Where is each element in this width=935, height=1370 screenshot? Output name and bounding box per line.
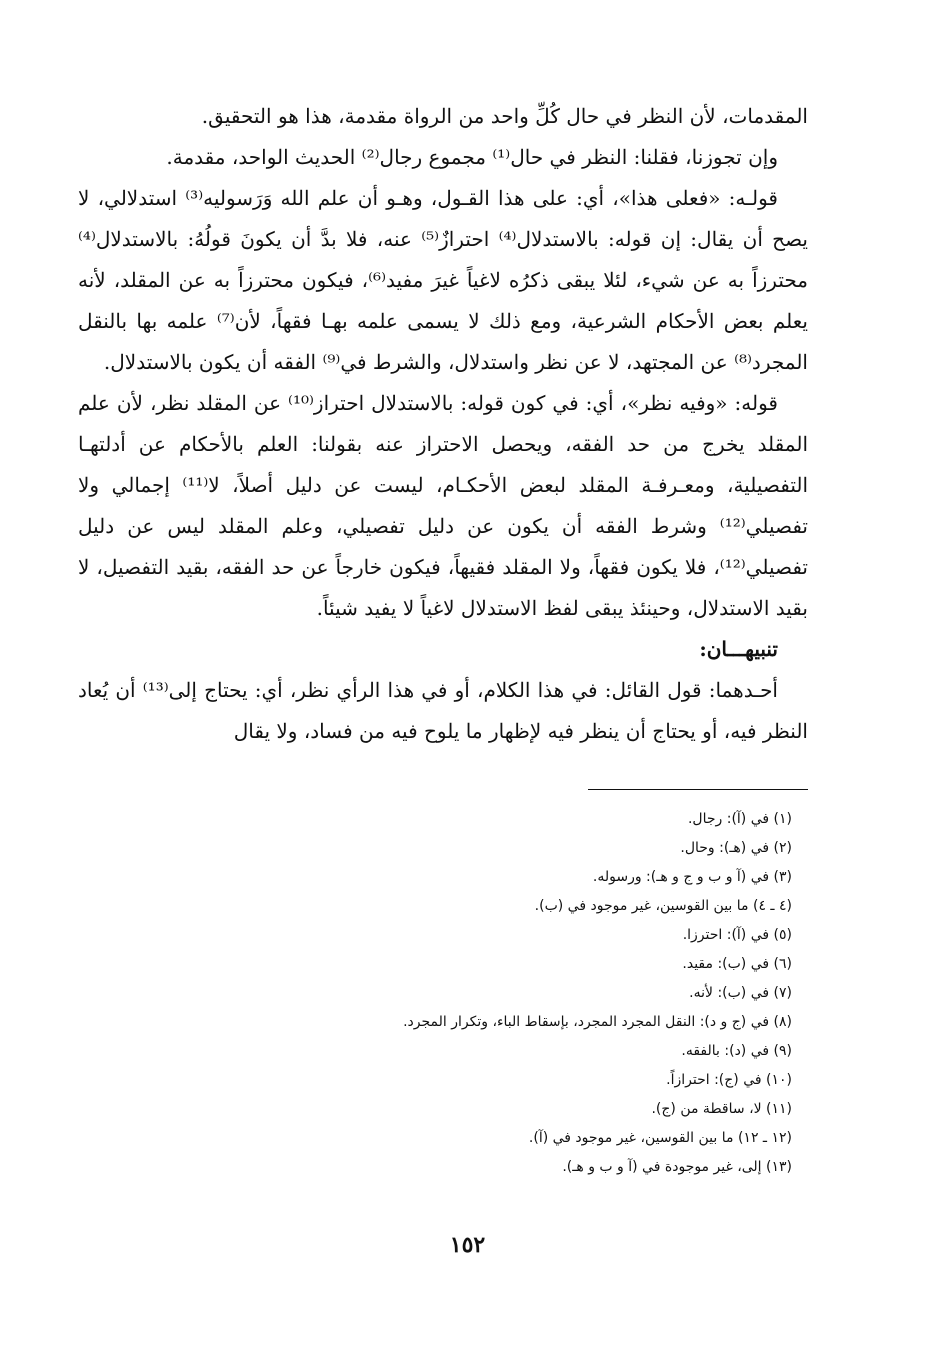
- footnote-9: (٩) في (د): بالفقه.: [681, 1043, 792, 1059]
- paragraph-5: أحـدهما: قول القائل: في هذا الكلام، أو في هذا الرأي نظر، أي: يحتاج إلى⁽¹³⁾ أن يُعاد النظر فيه، أو يحتاج أن ينظر فيه لإظهار ما يلوح فيه من فساد، ولا يقال: [78, 678, 808, 743]
- paragraph-4: قوله: «وفيه نظر»، أي: في كون قوله: بالاستدلال احتراز⁽¹⁰⁾ عن المقلد نظر، لأن علم المقلد يخرج من حد الفقه، ويحصل الاحتراز عنه بقولنا: العلم بالأحكام عن أدلتهـا التفصيلية، ومعـرفـة المقلد لبعض الأحكـام، ليست عن دليل أصلاً، لا⁽¹¹⁾ إجمالي ولا تفصيلي⁽¹²⁾ وشرط الفقه أن يكون عن دليل تفصيلي، وعلم المقلد ليس عن دليل تفصيلي⁽¹²⁾، فلا يكون فقهاً، ولا المقلد فقيهاً، فيكون خارجاً عن حد الفقه، بقيد التفصيل، لا بقيد الاستدلال، وحينئذ يبقى لفظ الاستدلال لاغياً لا يفيد شيئاً.: [78, 391, 808, 620]
- footnote-divider: [588, 789, 808, 790]
- footnotes: [200, 805, 792, 1182]
- footnote-5: (٥) في (آ): احترزا.: [682, 927, 792, 943]
- footnote-12: (١٢ ـ ١٢) ما بين القوسين، غير موجود في (آ).: [528, 1130, 792, 1146]
- footnote-3: (٣) في (آ و ب و ج و هـ): ورسوله.: [592, 869, 792, 885]
- paragraph-2: وإن تجوزنا، فقلنا: النظر في حال⁽¹⁾ مجموع رجال⁽²⁾ الحديث الواحد، مقدمة.: [166, 145, 778, 169]
- main-text: [78, 96, 808, 752]
- footnote-6: (٦) في (ب): مقيد.: [682, 956, 792, 972]
- footnote-7: (٧) في (ب): لأنه.: [689, 985, 792, 1001]
- paragraph-3: قولـه: «فعلى هذا»، أي: على هذا القـول، وهـو أن علم الله وَرَسوليه⁽³⁾ استدلالي، لا يصح أن يقال: إن قوله: بالاستدلال⁽⁴⁾ احترازٌ⁽⁵⁾ عنه، فلا بدَّ أن يكونَ قولُهُ: بالاستدلال⁽⁴⁾ محترزاً به عن شيء، لئلا يبقى ذكرُه لاغياً غيرَ مفيد⁽⁶⁾، فيكون محترزاً به عن المقلد، لأنه يعلم بعض الأحكام الشرعية، ومع ذلك لا يسمى علمه بهـا فقهاً، لأن⁽⁷⁾ علمه بها بالنقل المجرد⁽⁸⁾ عن المجتهد، لا عن نظر واستدلال، والشرط في⁽⁹⁾ الفقه أن يكون بالاستدلال.: [78, 186, 808, 374]
- section-heading: تنبيهـــان:: [699, 637, 778, 661]
- footnote-10: (١٠) في (ج): احترازاً.: [666, 1072, 792, 1088]
- footnote-13: (١٣) إلى، غير موجودة في (آ و ب و هـ).: [562, 1159, 792, 1175]
- footnote-4: (٤ ـ ٤) ما بين القوسين، غير موجود في (ب).: [534, 898, 792, 914]
- page-number: ١٥٢: [449, 1232, 486, 1258]
- footnote-1: (١) في (آ): رجال.: [687, 811, 792, 827]
- footnote-2: (٢) في (هـ): وحال.: [680, 840, 792, 856]
- paragraph-1: المقدمات، لأن النظر في حال كُلِّ واحد من الرواة مقدمة، هذا هو التحقيق.: [201, 104, 808, 128]
- footnote-8: (٨) في (ج و د): النقل المجرد المجرد، بإسقاط الباء، وتكرار المجرد.: [403, 1014, 792, 1030]
- footnote-11: (١١) لا، ساقطة من (ج).: [651, 1101, 792, 1117]
